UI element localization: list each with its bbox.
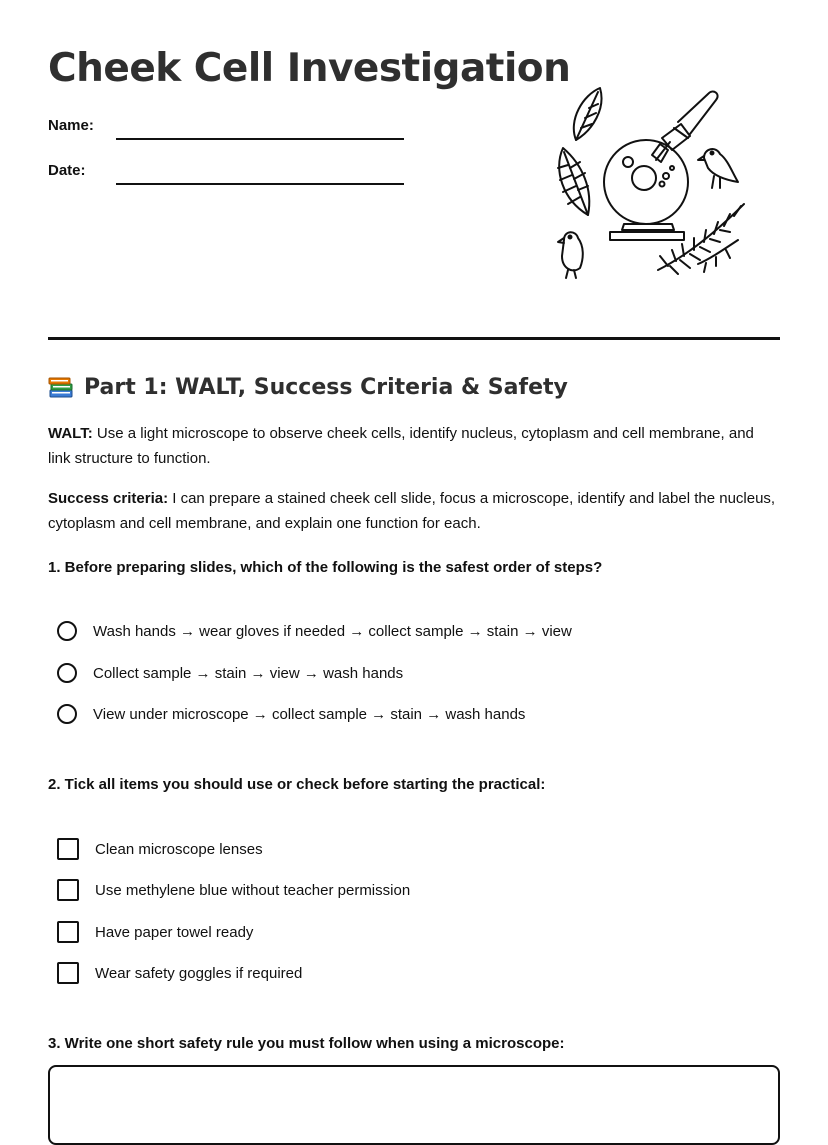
radio-button[interactable] — [57, 621, 77, 641]
q1-option-label: View under microscope → collect sample → stain → wash hands — [93, 705, 526, 723]
success-criteria-paragraph — [48, 486, 780, 536]
q2-option[interactable] — [57, 962, 302, 984]
q1-option[interactable] — [57, 621, 572, 641]
q1-option[interactable] — [57, 704, 525, 724]
checkbox[interactable] — [57, 921, 79, 943]
question-3: 3. Write one short safety rule you must follow when using a microscope: — [48, 1035, 565, 1052]
q1-option-label: Wash hands → wear gloves if needed → collect sample → stain → view — [93, 622, 572, 640]
section-divider — [48, 337, 780, 340]
question-2: 2. Tick all items you should use or check before starting the practical: — [48, 776, 546, 793]
q3-answer-box[interactable] — [48, 1065, 780, 1145]
checkbox[interactable] — [57, 838, 79, 860]
walt-label: WALT: — [48, 425, 93, 442]
q2-option-label: Use methylene blue without teacher permission — [95, 881, 411, 899]
q2-option[interactable] — [57, 838, 263, 860]
radio-button[interactable] — [57, 663, 77, 683]
question-1: 1. Before preparing slides, which of the following is the safest order of steps? — [48, 559, 603, 576]
q1-option[interactable] — [57, 663, 403, 683]
walt-text: Use a light microscope to observe cheek cells, identify nucleus, cytoplasm and cell membrane, and link structure to function. — [48, 425, 754, 467]
section-heading-part1 — [48, 374, 568, 400]
page-title: Cheek Cell Investigation — [48, 46, 571, 91]
walt-paragraph — [48, 421, 780, 471]
q1-option-label: Collect sample → stain → view → wash hands — [93, 664, 404, 682]
date-field[interactable] — [116, 183, 404, 185]
q2-option[interactable] — [57, 921, 253, 943]
name-field[interactable] — [116, 138, 404, 140]
name-label: Name: — [48, 117, 94, 134]
q2-option-label: Have paper towel ready — [95, 923, 254, 941]
success-criteria-text: I can prepare a stained cheek cell slide, focus a microscope, identify and label the nucleus, cytoplasm and cell membrane, and explain one function for each. — [48, 490, 776, 532]
q2-option[interactable] — [57, 879, 410, 901]
q2-option-label: Wear safety goggles if required — [95, 964, 303, 982]
checkbox[interactable] — [57, 879, 79, 901]
books-icon — [48, 374, 74, 400]
q2-option-label: Clean microscope lenses — [95, 840, 263, 858]
success-criteria-label: Success criteria: — [48, 490, 169, 507]
checkbox[interactable] — [57, 962, 79, 984]
section-heading-text: Part 1: WALT, Success Criteria & Safety — [84, 374, 568, 400]
date-label: Date: — [48, 162, 86, 179]
radio-button[interactable] — [57, 704, 77, 724]
microscope-doodle-icon — [548, 80, 753, 285]
